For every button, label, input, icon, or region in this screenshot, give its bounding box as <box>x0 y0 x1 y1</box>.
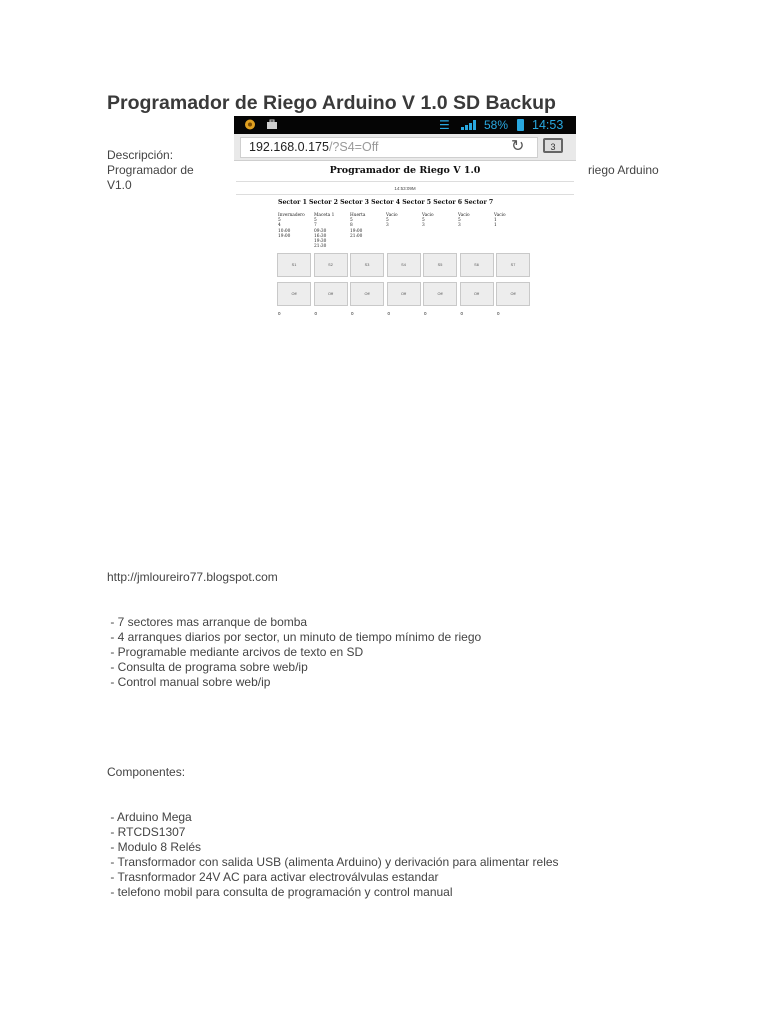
feature-item: - Control manual sobre web/ip <box>107 675 271 689</box>
document-title: Programador de Riego Arduino V 1.0 SD Backup <box>107 92 556 114</box>
sector-label: Sector 7 <box>464 199 494 206</box>
battery-percent: 58% <box>484 118 509 132</box>
browser-address-bar <box>234 134 576 161</box>
blog-link[interactable]: http://jmloureiro77.blogspot.com <box>107 570 278 584</box>
feature-list <box>107 615 559 690</box>
description-label: Descripción: <box>107 148 174 162</box>
sector-counter: 0 <box>351 311 354 316</box>
sector-off-button[interactable]: Off <box>350 282 384 306</box>
page-clock: 14:53:09M <box>394 186 416 191</box>
sector-counter: 0 <box>387 311 391 316</box>
reload-icon[interactable]: ↻ <box>511 138 525 155</box>
sector-schedule: Vacio 5 3 <box>386 213 398 229</box>
description-line: Programador de <box>107 163 194 177</box>
sector-off-button[interactable]: Off <box>496 282 530 306</box>
sector-schedule: Huerta 5 8 19:00 21:00 <box>350 213 366 239</box>
components-label: Componentes: <box>107 765 186 779</box>
sector-header <box>278 199 493 206</box>
sector-off-button[interactable]: Off <box>423 282 457 306</box>
url-host: 192.168.0.175 <box>249 140 329 154</box>
sector-schedule: Invernadero 5 4 10:00 19:00 <box>278 213 305 239</box>
sector-on-button[interactable]: S5 <box>423 253 457 277</box>
briefcase-icon <box>266 119 278 130</box>
divider <box>236 181 574 182</box>
sector-on-button[interactable]: S7 <box>496 253 530 277</box>
web-page <box>236 161 574 321</box>
divider <box>236 194 574 195</box>
component-item: - Modulo 8 Relés <box>107 840 202 854</box>
component-item: - telefono mobil para consulta de programación y control manual <box>107 885 453 899</box>
feature-item: - Programable mediante arcivos de texto en SD <box>107 645 364 659</box>
url-input[interactable] <box>240 137 538 158</box>
description-line: V1.0 <box>107 178 132 192</box>
sector-label: Sector 1 <box>278 199 307 206</box>
phone-screenshot <box>234 116 576 321</box>
component-item: - Arduino Mega <box>107 810 192 824</box>
sector-on-button[interactable]: S6 <box>460 253 494 277</box>
description-block <box>107 148 194 193</box>
tabs-icon[interactable]: 3 <box>543 138 563 153</box>
sector-on-button[interactable]: S4 <box>387 253 421 277</box>
page-title: Programador de Riego V 1.0 <box>329 165 481 176</box>
sector-on-button[interactable]: S2 <box>314 253 348 277</box>
component-item: - RTCDS1307 <box>107 825 186 839</box>
body-text <box>107 540 559 915</box>
sector-counter: 0 <box>424 311 427 316</box>
sector-on-button[interactable]: S3 <box>350 253 384 277</box>
sector-off-button[interactable]: Off <box>277 282 311 306</box>
url-path: /?S4=Off <box>328 140 379 154</box>
sector-off-button[interactable]: Off <box>460 282 494 306</box>
url-text <box>249 140 378 154</box>
sector-label: Sector 3 <box>340 199 369 206</box>
feature-item: - 4 arranques diarios por sector, un minuto de tiempo mínimo de riego <box>107 630 482 644</box>
wifi-icon: ☰ <box>439 118 450 132</box>
sector-off-button[interactable]: Off <box>314 282 348 306</box>
description-tail: riego Arduino <box>588 163 659 177</box>
signal-icon <box>460 120 478 130</box>
component-item: - Transformador con salida USB (alimenta Arduino) y derivación para alimentar reles <box>107 855 559 869</box>
feature-item: - Consulta de programa sobre web/ip <box>107 660 308 674</box>
sector-schedule: Vacio 1 1 <box>494 213 506 229</box>
app-notification-icon <box>244 119 256 130</box>
sector-label: Sector 5 <box>402 199 432 206</box>
sector-on-button[interactable]: S1 <box>277 253 311 277</box>
sector-label: Sector 2 <box>309 199 338 206</box>
status-bar <box>234 116 576 134</box>
sector-counter: 0 <box>314 311 318 316</box>
sector-off-button[interactable]: Off <box>387 282 421 306</box>
sector-label: Sector 4 <box>371 199 401 206</box>
battery-icon <box>517 119 524 131</box>
sector-counter: 0 <box>278 311 281 316</box>
sector-label: Sector 6 <box>433 199 463 206</box>
feature-item: - 7 sectores mas arranque de bomba <box>107 615 308 629</box>
component-list <box>107 810 559 900</box>
sector-counter: 0 <box>497 311 500 316</box>
sector-schedule: Vacio 5 3 <box>458 213 470 229</box>
sector-schedule: Maceta 1 5 7 09:30 16:30 19:30 21:30 <box>314 213 335 250</box>
sector-counter: 0 <box>460 311 464 316</box>
component-item: - Trasnformador 24V AC para activar electroválvulas estandar <box>107 870 439 884</box>
status-time: 14:53 <box>532 118 564 132</box>
sector-schedule: Vacio 5 3 <box>422 213 434 229</box>
